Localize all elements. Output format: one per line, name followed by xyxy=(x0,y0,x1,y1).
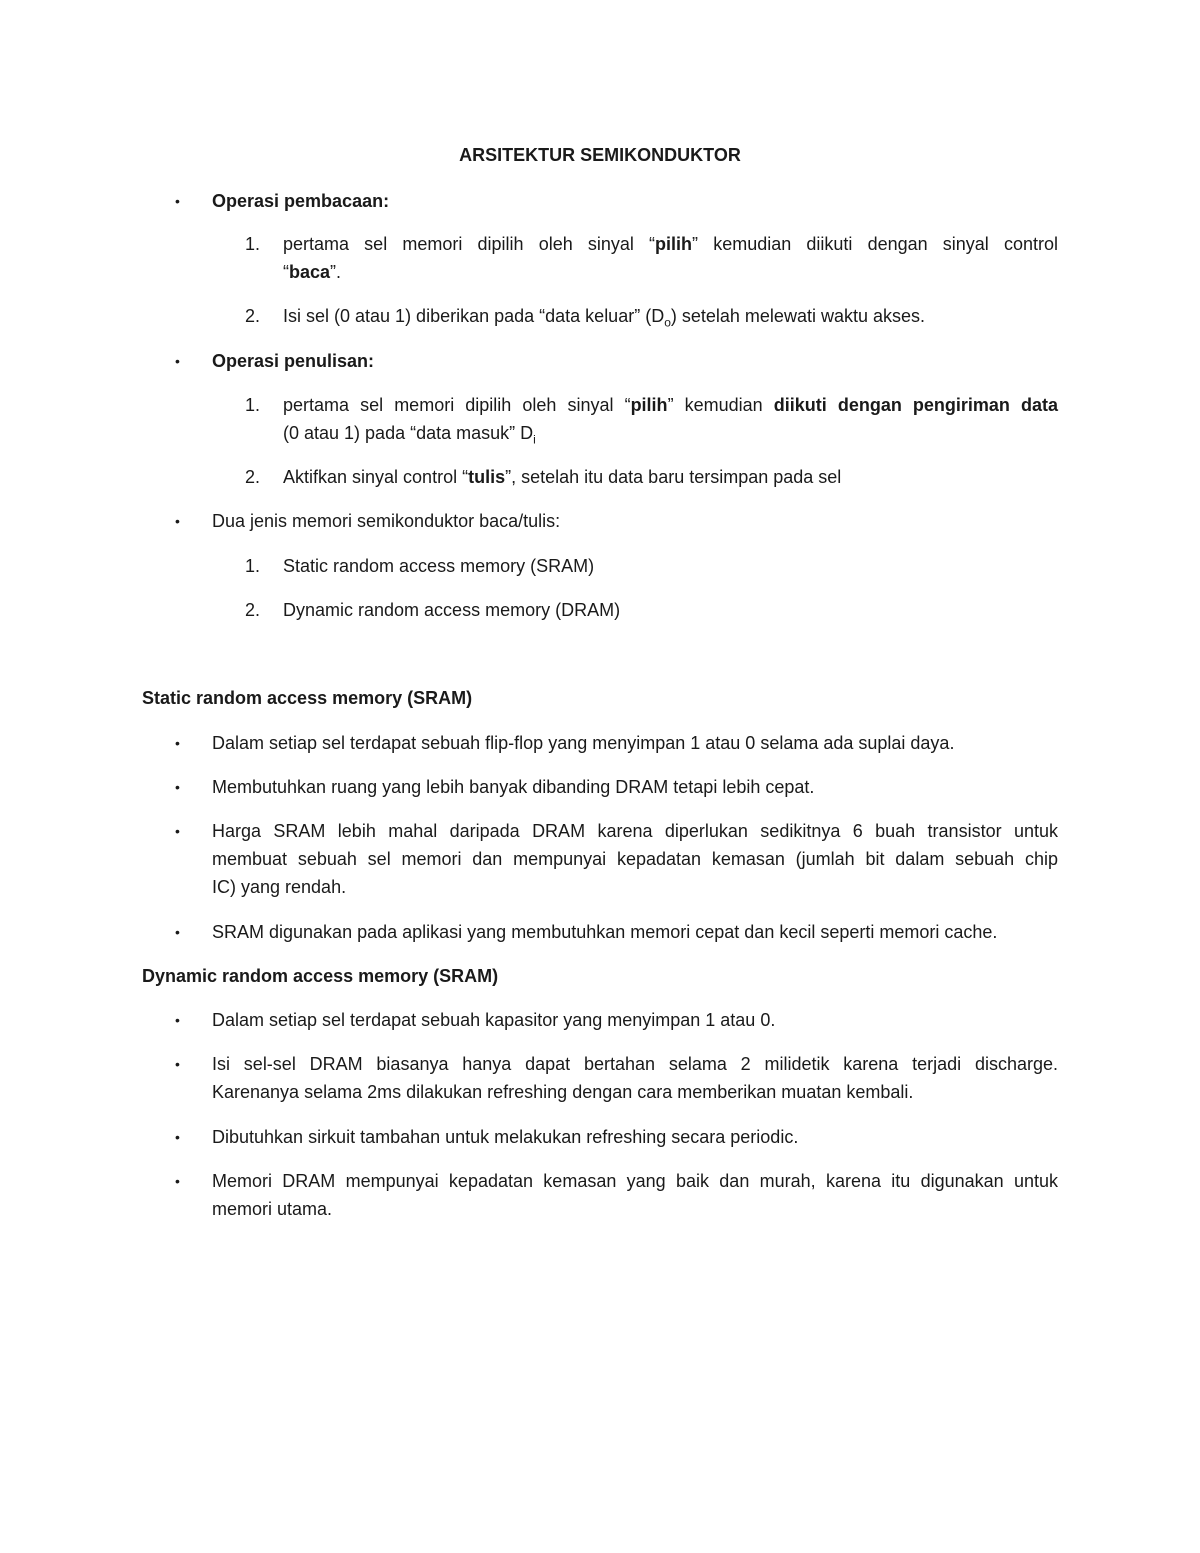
bullet-icon: • xyxy=(175,193,180,209)
write-item-1-line-1: pertama sel memori dipilih oleh sinyal “pilih” kemudian diikuti dengan pengiriman data xyxy=(283,395,1059,415)
dram-bullet-3: Dibutuhkan sirkuit tambahan untuk melakukan refreshing secara periodic. xyxy=(212,1127,799,1147)
types-item-1: Static random access memory (SRAM) xyxy=(283,556,595,576)
sram-heading: Static random access memory (SRAM) xyxy=(142,688,473,708)
sram-bullet-3-line-1: Harga SRAM lebih mahal daripada DRAM karena diperlukan sedikitnya 6 buah transistor untuk xyxy=(212,821,1058,841)
dram-bullet-1: Dalam setiap sel terdapat sebuah kapasitor yang menyimpan 1 atau 0. xyxy=(212,1010,776,1030)
read-item-2: Isi sel (0 atau 1) diberikan pada “data keluar” $(D_o)$ setelah melewati waktu akses. xyxy=(283,306,925,330)
write-item-1-number: 1. xyxy=(245,395,261,415)
document-title: ARSITEKTUR SEMIKONDUKTOR xyxy=(459,145,741,165)
dram-bullet-2-line-1: Isi sel-sel DRAM biasanya hanya dapat bertahan selama 2 milidetik karena terjadi discharge. xyxy=(212,1054,1058,1074)
dram-heading: Dynamic random access memory (SRAM) xyxy=(142,966,499,986)
read-item-1-line-1: pertama sel memori dipilih oleh sinyal “pilih” kemudian diikuti dengan sinyal control xyxy=(283,234,1058,254)
read-heading: Operasi pembacaan: xyxy=(212,191,390,211)
bullet-icon: • xyxy=(175,513,180,529)
sram-bullet-1: Dalam setiap sel terdapat sebuah flip-flop yang menyimpan 1 atau 0 selama ada suplai daya. xyxy=(212,733,955,753)
types-item-2: Dynamic random access memory (DRAM) xyxy=(283,600,621,620)
types-item-2-number: 2. xyxy=(245,600,261,620)
types-heading: Dua jenis memori semikonduktor baca/tulis: xyxy=(212,511,561,531)
read-item-2-number: 2. xyxy=(245,306,261,326)
bullet-icon: • xyxy=(175,1129,180,1145)
sram-bullet-4: SRAM digunakan pada aplikasi yang membutuhkan memori cepat dan kecil seperti memori cache. xyxy=(212,922,998,942)
bullet-icon: • xyxy=(175,924,180,940)
bullet-icon: • xyxy=(175,353,180,369)
dram-bullet-4-line-2: memori utama. xyxy=(212,1199,333,1219)
bullet-icon: • xyxy=(175,1056,180,1072)
bullet-icon: • xyxy=(175,735,180,751)
write-heading: Operasi penulisan: xyxy=(212,351,375,371)
sram-bullet-3-line-2: membuat sebuah sel memori dan mempunyai kepadatan kemasan (jumlah bit dalam sebuah chip xyxy=(212,849,1058,869)
sram-bullet-3-line-3: IC) yang rendah. xyxy=(212,877,347,897)
sram-bullet-2: Membutuhkan ruang yang lebih banyak dibanding DRAM tetapi lebih cepat. xyxy=(212,777,815,797)
types-item-1-number: 1. xyxy=(245,556,261,576)
read-item-1-number: 1. xyxy=(245,234,261,254)
bullet-icon: • xyxy=(175,1012,180,1028)
write-item-1-line-2: (0 atau 1) pada “data masuk” $D_i$ xyxy=(283,423,536,447)
dram-bullet-4-line-1: Memori DRAM mempunyai kepadatan kemasan yang baik dan murah, karena itu digunakan untuk xyxy=(212,1171,1058,1191)
read-item-1-line-2: “baca”. xyxy=(283,262,342,282)
write-item-2: Aktifkan sinyal control “tulis”, setelah itu data baru tersimpan pada sel xyxy=(283,467,842,487)
bullet-icon: • xyxy=(175,823,180,839)
write-item-2-number: 2. xyxy=(245,467,261,487)
bullet-icon: • xyxy=(175,1173,180,1189)
bullet-icon: • xyxy=(175,779,180,795)
dram-bullet-2-line-2: Karenanya selama 2ms dilakukan refreshing dengan cara memberikan muatan kembali. xyxy=(212,1082,914,1102)
